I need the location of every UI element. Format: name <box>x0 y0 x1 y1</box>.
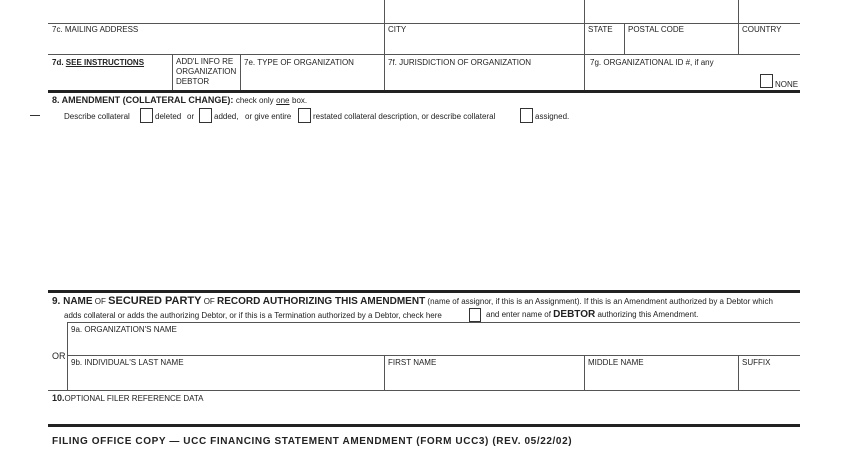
section-divider <box>48 90 800 93</box>
none-label: NONE <box>775 80 799 89</box>
assigned-label: assigned. <box>535 112 570 121</box>
describe-collateral-label: Describe collateral <box>64 112 130 121</box>
divider <box>584 355 585 390</box>
left-margin-dash <box>30 115 40 116</box>
addl-info-label-1: ADD'L INFO RE <box>176 57 234 66</box>
added-label: added, <box>214 112 239 121</box>
check-instruction-emphasis: one <box>276 96 290 105</box>
none-checkbox[interactable] <box>760 74 773 88</box>
jurisdiction-label: 7f. JURISDICTION OF ORGANIZATION <box>388 58 531 67</box>
divider <box>738 355 739 390</box>
check-instruction-end: box. <box>292 96 308 105</box>
restated-checkbox[interactable] <box>298 108 311 123</box>
divider <box>384 54 385 90</box>
divider <box>584 54 585 90</box>
item-number: 7d. <box>52 58 64 67</box>
middle-name-label: MIDDLE NAME <box>588 358 644 367</box>
divider <box>738 0 739 23</box>
divider <box>384 23 385 54</box>
heading-part: 9. NAME <box>52 296 93 307</box>
divider <box>584 23 585 54</box>
amendment-title <box>52 95 307 106</box>
divider <box>48 23 800 24</box>
postal-code-label: POSTAL CODE <box>628 25 685 34</box>
optional-filer-reference-label <box>52 394 204 403</box>
see-instructions-link[interactable]: SEE INSTRUCTIONS <box>65 58 145 67</box>
first-name-label: FIRST NAME <box>388 358 437 367</box>
deleted-checkbox[interactable] <box>140 108 153 123</box>
or-label: or <box>187 112 195 121</box>
added-checkbox[interactable] <box>199 108 212 123</box>
instruction-part: adds collateral or adds the authorizing Debtor, or if this is a Termination authorized by a Debtor, check here <box>64 311 442 320</box>
secured-party-heading <box>52 296 773 307</box>
divider <box>67 355 800 356</box>
restated-label: restated collateral description, or describe collateral <box>313 112 496 121</box>
heading-part: SECURED PARTY <box>108 295 202 307</box>
country-label: COUNTRY <box>742 25 782 34</box>
divider <box>584 0 585 23</box>
deleted-label: deleted <box>155 112 182 121</box>
city-label: CITY <box>388 25 407 34</box>
divider <box>172 54 173 90</box>
organization-name-label: 9a. ORGANIZATION'S NAME <box>71 325 177 334</box>
item-label: OPTIONAL FILER REFERENCE DATA <box>64 394 204 403</box>
mailing-address-label: 7c. MAILING ADDRESS <box>52 25 139 34</box>
heading-part: RECORD AUTHORIZING THIS AMENDMENT <box>217 296 426 307</box>
state-label: STATE <box>588 25 613 34</box>
divider <box>48 54 800 55</box>
divider <box>240 54 241 90</box>
suffix-label: SUFFIX <box>742 358 771 367</box>
debtor-instruction <box>64 310 442 321</box>
debtor-authorized-checkbox[interactable] <box>469 308 481 322</box>
item-number: 10. <box>52 393 65 403</box>
heading-part: OF <box>203 297 215 306</box>
individual-last-name-label: 9b. INDIVIDUAL'S LAST NAME <box>71 358 184 367</box>
footer-title: FILING OFFICE COPY — UCC FINANCING STATEMENT AMENDMENT (FORM UCC3) (REV. 05/22/02) <box>52 436 573 447</box>
addl-info-label-3: DEBTOR <box>176 77 210 86</box>
type-of-organization-label: 7e. TYPE OF ORGANIZATION <box>244 58 354 67</box>
check-instruction: check only <box>235 96 274 105</box>
section-divider <box>48 290 800 293</box>
give-entire-label: or give entire <box>245 112 292 121</box>
heading-part: (name of assignor, if this is an Assignment). If this is an Amendment authorized by a Debtor which <box>427 297 773 306</box>
see-instructions-label <box>52 58 144 67</box>
divider <box>384 0 385 23</box>
divider <box>624 23 625 54</box>
instruction-part: and enter name of <box>486 310 551 319</box>
divider <box>738 23 739 54</box>
divider <box>67 322 68 390</box>
instruction-part: DEBTOR <box>553 309 596 320</box>
divider <box>67 322 800 323</box>
section-divider <box>48 424 800 427</box>
heading-part: OF <box>94 297 106 306</box>
debtor-instruction-end <box>486 309 698 320</box>
addl-info-label-2: ORGANIZATION <box>176 67 237 76</box>
assigned-checkbox[interactable] <box>520 108 533 123</box>
organizational-id-label: 7g. ORGANIZATIONAL ID #, if any <box>590 58 714 67</box>
or-separator: OR <box>52 351 66 361</box>
divider <box>384 355 385 390</box>
amendment-heading: 8. AMENDMENT (COLLATERAL CHANGE): <box>52 95 234 105</box>
instruction-part: authorizing this Amendment. <box>597 310 699 319</box>
divider <box>48 390 800 391</box>
